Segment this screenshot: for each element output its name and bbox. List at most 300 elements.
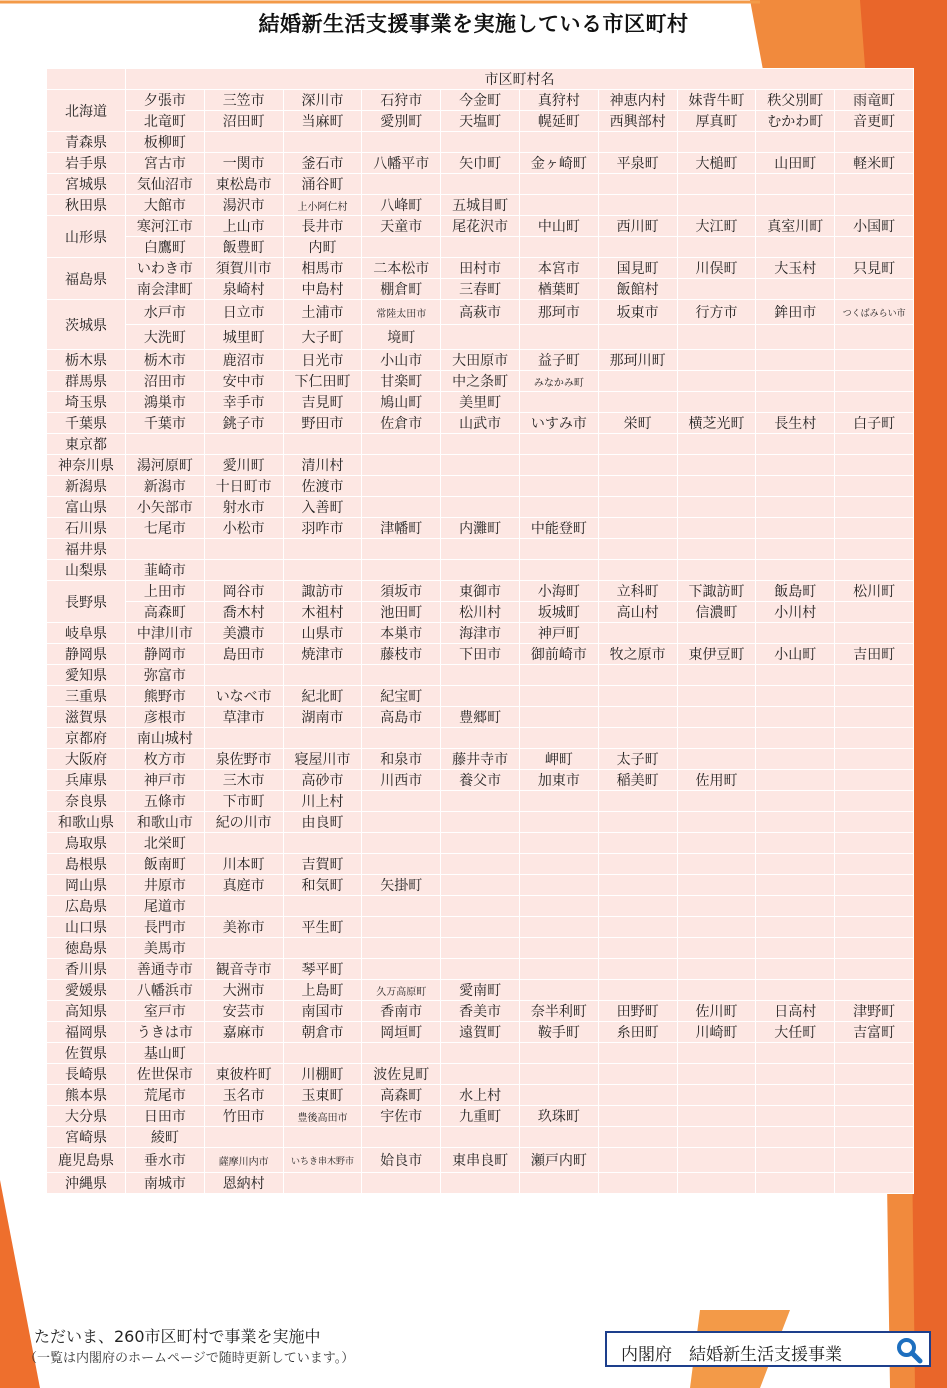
municipality-cell — [283, 539, 362, 560]
municipality-cell — [441, 875, 520, 896]
prefecture-cell: 新潟県 — [47, 476, 126, 497]
municipality-cell: 加東市 — [519, 770, 598, 791]
municipality-cell: 神恵内村 — [598, 90, 677, 111]
municipality-cell: 飯島町 — [756, 581, 835, 602]
municipality-cell — [677, 833, 756, 854]
municipality-cell: 妹背牛町 — [677, 90, 756, 111]
update-note-text: （一覧は内閣府のホームページで随時更新しています。） — [24, 1351, 355, 1366]
municipality-cell — [756, 518, 835, 539]
municipality-cell — [519, 959, 598, 980]
municipality-cell — [519, 791, 598, 812]
municipality-cell: 安中市 — [204, 371, 283, 392]
table-row — [47, 707, 914, 728]
prefecture-cell: 北海道 — [47, 90, 126, 132]
municipality-cell: 草津市 — [204, 707, 283, 728]
implementation-count-text: ただいま、260市区町村で事業を実施中 — [34, 1327, 321, 1346]
table-row — [47, 602, 914, 623]
municipality-cell: 平泉町 — [598, 153, 677, 174]
municipality-cell: 矢巾町 — [441, 153, 520, 174]
municipality-cell — [835, 371, 914, 392]
municipality-cell — [756, 833, 835, 854]
prefecture-cell: 香川県 — [47, 959, 126, 980]
municipality-cell: 上島町 — [283, 980, 362, 1001]
municipality-cell: 和泉市 — [362, 749, 441, 770]
municipality-cell — [598, 455, 677, 476]
table-row — [47, 174, 914, 195]
table-row — [47, 1043, 914, 1064]
municipality-cell — [835, 195, 914, 216]
municipality-cell: 高萩市 — [441, 300, 520, 325]
prefecture-cell: 大阪府 — [47, 749, 126, 770]
municipality-cell: 白鷹町 — [126, 237, 205, 258]
municipality-cell — [756, 279, 835, 300]
municipality-cell — [835, 1064, 914, 1085]
table-row — [47, 476, 914, 497]
municipality-cell: 真狩村 — [519, 90, 598, 111]
municipality-cell: 中能登町 — [519, 518, 598, 539]
table-row — [47, 392, 914, 413]
prefecture-cell: 栃木県 — [47, 350, 126, 371]
municipality-cell: 一関市 — [204, 153, 283, 174]
municipality-cell — [756, 896, 835, 917]
search-icon[interactable] — [895, 1336, 923, 1364]
table-row — [47, 258, 914, 279]
municipality-cell — [519, 1043, 598, 1064]
municipality-cell — [519, 392, 598, 413]
municipality-cell — [283, 434, 362, 455]
municipality-cell: 朝倉市 — [283, 1022, 362, 1043]
municipality-cell: 上田市 — [126, 581, 205, 602]
prefecture-cell: 福島県 — [47, 258, 126, 300]
municipality-cell: 羽咋市 — [283, 518, 362, 539]
municipality-cell: 愛川町 — [204, 455, 283, 476]
municipality-cell: 甘楽町 — [362, 371, 441, 392]
municipality-cell — [677, 560, 756, 581]
municipality-cell: 高山村 — [598, 602, 677, 623]
municipality-cell: 大江町 — [677, 216, 756, 237]
municipality-cell: 井原市 — [126, 875, 205, 896]
municipality-cell — [362, 917, 441, 938]
municipality-cell: 楢葉町 — [519, 279, 598, 300]
municipality-cell: つくばみらい市 — [835, 300, 914, 325]
table-row — [47, 455, 914, 476]
municipality-cell — [519, 854, 598, 875]
municipality-cell: 美里町 — [441, 392, 520, 413]
prefecture-cell: 京都府 — [47, 728, 126, 749]
municipality-cell — [362, 434, 441, 455]
table-row — [47, 434, 914, 455]
prefecture-cell: 秋田県 — [47, 195, 126, 216]
municipality-cell: 行方市 — [677, 300, 756, 325]
municipality-cell — [756, 1127, 835, 1148]
municipality-cell: 五條市 — [126, 791, 205, 812]
municipality-cell: 軽米町 — [835, 153, 914, 174]
municipality-cell: 尾道市 — [126, 896, 205, 917]
municipality-cell: 安芸市 — [204, 1001, 283, 1022]
municipality-cell — [362, 1043, 441, 1064]
municipality-cell: 弥富市 — [126, 665, 205, 686]
municipality-cell: 長井市 — [283, 216, 362, 237]
municipality-cell — [519, 195, 598, 216]
municipality-cell — [519, 455, 598, 476]
municipality-cell — [598, 959, 677, 980]
municipality-cell: 日立市 — [204, 300, 283, 325]
municipality-cell — [441, 938, 520, 959]
municipality-cell: 高砂市 — [283, 770, 362, 791]
municipality-cell — [283, 833, 362, 854]
municipality-cell: 尾花沢市 — [441, 216, 520, 237]
municipality-cell: 三笠市 — [204, 90, 283, 111]
municipality-cell — [362, 1173, 441, 1194]
municipality-cell: 大洗町 — [126, 325, 205, 350]
municipality-cell: 小国町 — [835, 216, 914, 237]
municipality-cell — [677, 1085, 756, 1106]
municipality-cell: 韮崎市 — [126, 560, 205, 581]
municipality-cell: 大洲市 — [204, 980, 283, 1001]
municipality-cell: 境町 — [362, 325, 441, 350]
municipality-cell: 佐世保市 — [126, 1064, 205, 1085]
municipality-cell: 厚真町 — [677, 111, 756, 132]
municipality-cell — [598, 686, 677, 707]
prefecture-cell: 岡山県 — [47, 875, 126, 896]
municipality-cell — [283, 132, 362, 153]
table-row — [47, 518, 914, 539]
municipality-cell — [598, 665, 677, 686]
table-row — [47, 1064, 914, 1085]
municipality-cell: 坂城町 — [519, 602, 598, 623]
municipality-cell: 瀬戸内町 — [519, 1148, 598, 1173]
municipality-cell — [283, 665, 362, 686]
municipality-cell: いすみ市 — [519, 413, 598, 434]
municipality-cell — [441, 728, 520, 749]
municipality-cell: 静岡市 — [126, 644, 205, 665]
municipality-cell: 小山市 — [362, 350, 441, 371]
prefecture-cell: 福岡県 — [47, 1022, 126, 1043]
municipality-cell — [441, 833, 520, 854]
municipality-cell — [598, 917, 677, 938]
municipality-cell — [598, 1106, 677, 1127]
municipality-cell — [598, 791, 677, 812]
municipality-cell — [598, 560, 677, 581]
municipality-cell: 釜石市 — [283, 153, 362, 174]
municipality-cell — [756, 1148, 835, 1173]
municipality-cell — [756, 1043, 835, 1064]
prefecture-cell: 埼玉県 — [47, 392, 126, 413]
municipality-cell: 平生町 — [283, 917, 362, 938]
municipality-cell — [441, 1043, 520, 1064]
municipality-cell — [756, 980, 835, 1001]
municipality-cell — [283, 560, 362, 581]
municipality-cell: 吉富町 — [835, 1022, 914, 1043]
prefecture-cell: 佐賀県 — [47, 1043, 126, 1064]
municipality-cell: 沼田市 — [126, 371, 205, 392]
municipality-cell: 岡垣町 — [362, 1022, 441, 1043]
municipality-cell: 今金町 — [441, 90, 520, 111]
municipality-cell: 藤井寺市 — [441, 749, 520, 770]
municipality-cell — [756, 132, 835, 153]
municipality-cell: 山県市 — [283, 623, 362, 644]
municipality-cell — [677, 854, 756, 875]
municipality-cell — [677, 476, 756, 497]
municipality-cell: 石狩市 — [362, 90, 441, 111]
municipality-cell — [598, 392, 677, 413]
header-corner-cell — [47, 69, 126, 90]
municipality-cell — [598, 434, 677, 455]
municipality-cell — [756, 237, 835, 258]
municipality-cell — [441, 325, 520, 350]
municipality-cell — [756, 195, 835, 216]
prefecture-cell: 高知県 — [47, 1001, 126, 1022]
table-row — [47, 665, 914, 686]
municipality-cell: 南山城村 — [126, 728, 205, 749]
municipality-cell — [677, 174, 756, 195]
table-row — [47, 237, 914, 258]
municipality-cell — [204, 1127, 283, 1148]
municipality-cell: 荒尾市 — [126, 1085, 205, 1106]
municipality-cell: 美祢市 — [204, 917, 283, 938]
table-row — [47, 111, 914, 132]
municipality-cell: 高森町 — [362, 1085, 441, 1106]
prefecture-cell: 滋賀県 — [47, 707, 126, 728]
municipality-cell: 由良町 — [283, 812, 362, 833]
municipality-cell — [598, 132, 677, 153]
municipality-cell: 嘉麻市 — [204, 1022, 283, 1043]
municipality-cell — [835, 602, 914, 623]
municipality-cell: 高島市 — [362, 707, 441, 728]
table-row — [47, 938, 914, 959]
municipality-cell: 湯沢市 — [204, 195, 283, 216]
municipality-cell — [677, 1064, 756, 1085]
municipality-cell: 玉名市 — [204, 1085, 283, 1106]
municipality-cell — [835, 1127, 914, 1148]
municipality-cell — [362, 455, 441, 476]
municipality-cell — [756, 539, 835, 560]
municipality-cell: 九重町 — [441, 1106, 520, 1127]
table-row — [47, 623, 914, 644]
municipality-cell — [677, 665, 756, 686]
municipality-cell: 飯南町 — [126, 854, 205, 875]
municipality-cell — [677, 707, 756, 728]
municipality-cell: 須坂市 — [362, 581, 441, 602]
municipality-cell — [756, 560, 835, 581]
table-row — [47, 854, 914, 875]
municipality-cell — [204, 896, 283, 917]
table-row — [47, 350, 914, 371]
municipality-cell: 田野町 — [598, 1001, 677, 1022]
municipality-cell — [756, 174, 835, 195]
prefecture-cell: 沖縄県 — [47, 1173, 126, 1194]
municipality-cell: 板柳町 — [126, 132, 205, 153]
municipality-cell: 吉賀町 — [283, 854, 362, 875]
municipality-cell — [756, 497, 835, 518]
municipality-cell: 本宮市 — [519, 258, 598, 279]
municipality-cell — [204, 560, 283, 581]
municipality-cell: 大館市 — [126, 195, 205, 216]
municipality-cell: 下諏訪町 — [677, 581, 756, 602]
municipality-cell — [835, 959, 914, 980]
municipality-cell: 益子町 — [519, 350, 598, 371]
prefecture-cell: 宮崎県 — [47, 1127, 126, 1148]
municipality-cell: 栃木市 — [126, 350, 205, 371]
municipality-cell: 佐倉市 — [362, 413, 441, 434]
municipality-cell: 紀宝町 — [362, 686, 441, 707]
municipality-cell — [835, 560, 914, 581]
municipality-cell — [677, 455, 756, 476]
prefecture-cell: 静岡県 — [47, 644, 126, 665]
municipality-table — [46, 68, 914, 1194]
prefecture-cell: 三重県 — [47, 686, 126, 707]
municipality-cell — [362, 1127, 441, 1148]
municipality-cell: 枚方市 — [126, 749, 205, 770]
table-row — [47, 216, 914, 237]
table-row — [47, 300, 914, 325]
municipality-cell — [441, 791, 520, 812]
municipality-cell: 横芝光町 — [677, 413, 756, 434]
municipality-cell — [835, 174, 914, 195]
municipality-cell: 吉見町 — [283, 392, 362, 413]
municipality-cell: 下田市 — [441, 644, 520, 665]
municipality-cell: 遠賀町 — [441, 1022, 520, 1043]
municipality-cell — [756, 686, 835, 707]
municipality-cell — [677, 791, 756, 812]
municipality-cell — [362, 896, 441, 917]
municipality-cell — [677, 350, 756, 371]
prefecture-cell: 愛知県 — [47, 665, 126, 686]
municipality-cell: 神戸市 — [126, 770, 205, 791]
municipality-cell: 二本松市 — [362, 258, 441, 279]
table-row — [47, 896, 914, 917]
municipality-cell — [519, 1085, 598, 1106]
municipality-cell — [441, 1064, 520, 1085]
municipality-cell — [598, 1173, 677, 1194]
municipality-cell: 紀北町 — [283, 686, 362, 707]
municipality-cell — [519, 476, 598, 497]
municipality-cell — [598, 1148, 677, 1173]
municipality-cell — [835, 455, 914, 476]
municipality-cell: 夕張市 — [126, 90, 205, 111]
municipality-cell — [677, 1173, 756, 1194]
municipality-cell — [677, 497, 756, 518]
municipality-cell: 諏訪市 — [283, 581, 362, 602]
municipality-cell: 牧之原市 — [598, 644, 677, 665]
municipality-cell — [677, 1127, 756, 1148]
municipality-cell — [677, 237, 756, 258]
municipality-cell — [835, 770, 914, 791]
municipality-cell — [519, 539, 598, 560]
municipality-cell — [677, 917, 756, 938]
municipality-cell: 美馬市 — [126, 938, 205, 959]
municipality-cell: 須賀川市 — [204, 258, 283, 279]
table-row — [47, 917, 914, 938]
municipality-cell: 東松島市 — [204, 174, 283, 195]
municipality-cell: 日田市 — [126, 1106, 205, 1127]
municipality-cell — [519, 875, 598, 896]
municipality-cell: 長門市 — [126, 917, 205, 938]
municipality-cell — [598, 854, 677, 875]
municipality-cell: 室戸市 — [126, 1001, 205, 1022]
municipality-cell — [519, 707, 598, 728]
municipality-cell — [441, 560, 520, 581]
prefecture-cell: 山梨県 — [47, 560, 126, 581]
municipality-cell: 五城目町 — [441, 195, 520, 216]
municipality-cell: 栄町 — [598, 413, 677, 434]
municipality-cell: 坂東市 — [598, 300, 677, 325]
prefecture-cell: 神奈川県 — [47, 455, 126, 476]
municipality-cell — [283, 938, 362, 959]
municipality-cell: 恩納村 — [204, 1173, 283, 1194]
table-row — [47, 413, 914, 434]
municipality-cell — [598, 896, 677, 917]
municipality-cell: 水上村 — [441, 1085, 520, 1106]
municipality-cell: 吉田町 — [835, 644, 914, 665]
municipality-cell: 湯河原町 — [126, 455, 205, 476]
municipality-cell — [362, 728, 441, 749]
municipality-cell — [598, 174, 677, 195]
table-row — [47, 833, 914, 854]
municipality-cell — [835, 392, 914, 413]
table-row — [47, 1022, 914, 1043]
municipality-cell: 内町 — [283, 237, 362, 258]
municipality-cell: 音更町 — [835, 111, 914, 132]
municipality-cell: 喬木村 — [204, 602, 283, 623]
municipality-cell: 西川町 — [598, 216, 677, 237]
municipality-cell: 飯豊町 — [204, 237, 283, 258]
municipality-cell — [441, 434, 520, 455]
municipality-cell: 東串良町 — [441, 1148, 520, 1173]
municipality-cell: 寝屋川市 — [283, 749, 362, 770]
municipality-cell — [204, 434, 283, 455]
municipality-cell — [835, 497, 914, 518]
municipality-cell — [362, 497, 441, 518]
municipality-cell — [756, 875, 835, 896]
municipality-cell — [519, 434, 598, 455]
municipality-cell: 鴻巣市 — [126, 392, 205, 413]
municipality-cell — [283, 896, 362, 917]
municipality-cell: 久万高原町 — [362, 980, 441, 1001]
municipality-cell: 琴平町 — [283, 959, 362, 980]
municipality-cell — [362, 959, 441, 980]
municipality-cell — [441, 174, 520, 195]
municipality-cell: 十日町市 — [204, 476, 283, 497]
municipality-cell — [204, 938, 283, 959]
municipality-cell: 香美市 — [441, 1001, 520, 1022]
municipality-cell: 御前崎市 — [519, 644, 598, 665]
municipality-cell — [756, 728, 835, 749]
municipality-cell: 城里町 — [204, 325, 283, 350]
municipality-cell — [598, 539, 677, 560]
municipality-cell: 田村市 — [441, 258, 520, 279]
search-box[interactable] — [605, 1331, 931, 1367]
municipality-cell — [519, 174, 598, 195]
municipality-cell — [441, 665, 520, 686]
municipality-cell: 熊野市 — [126, 686, 205, 707]
municipality-cell: 真室川町 — [756, 216, 835, 237]
municipality-cell: 綾町 — [126, 1127, 205, 1148]
municipality-cell — [519, 980, 598, 1001]
municipality-cell: 泉佐野市 — [204, 749, 283, 770]
municipality-cell — [677, 1106, 756, 1127]
municipality-cell — [756, 1106, 835, 1127]
municipality-cell: 南城市 — [126, 1173, 205, 1194]
municipality-cell — [126, 539, 205, 560]
municipality-cell: 糸田町 — [598, 1022, 677, 1043]
municipality-cell — [441, 1127, 520, 1148]
table-row — [47, 132, 914, 153]
municipality-cell — [204, 728, 283, 749]
municipality-cell — [598, 980, 677, 1001]
municipality-cell — [835, 279, 914, 300]
municipality-cell — [677, 938, 756, 959]
